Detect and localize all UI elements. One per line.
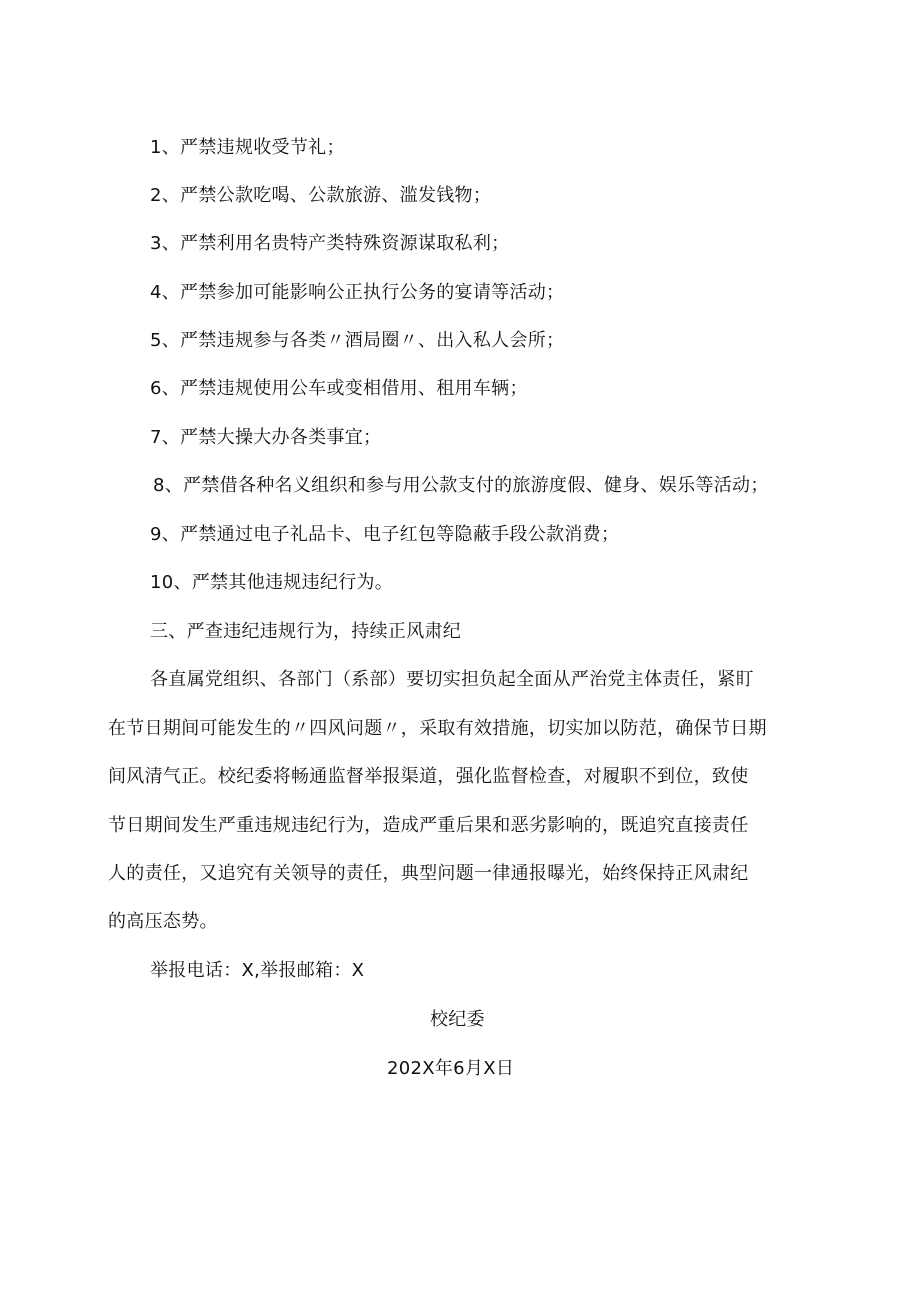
report-contact: 举报电话：X,举报邮箱：X <box>150 960 365 981</box>
body-paragraph-line: 节日期间发生严重违规违纪行为，造成严重后果和恶劣影响的，既追究直接责任 <box>108 815 749 836</box>
prohibition-item: 2、严禁公款吃喝、公款旅游、滥发钱物； <box>150 185 492 206</box>
body-paragraph-line: 各直属党组织、各部门（系部）要切实担负起全面从严治党主体责任，紧盯 <box>150 669 754 690</box>
prohibition-item: 8、严禁借各种名义组织和参与用公款支付的旅游度假、健身、娱乐等活动； <box>153 475 769 496</box>
prohibition-item: 3、严禁利用名贵特产类特殊资源谋取私利； <box>150 233 510 254</box>
prohibition-item: 10、严禁其他违规违纪行为。 <box>150 572 394 593</box>
prohibition-item: 1、严禁违规收受节礼； <box>150 137 345 158</box>
body-paragraph-line: 间风清气正。校纪委将畅通监督举报渠道，强化监督检查，对履职不到位，致使 <box>108 766 749 787</box>
body-paragraph-line: 人的责任，又追究有关领导的责任，典型问题一律通报曝光，始终保持正风肃纪 <box>108 863 749 884</box>
document-date: 202X年6月X日 <box>387 1058 515 1079</box>
prohibition-item: 6、严禁违规使用公车或变相借用、租用车辆； <box>150 378 528 399</box>
body-paragraph-line: 的高压态势。 <box>108 911 218 932</box>
prohibition-item: 9、严禁通过电子礼品卡、电子红包等隐蔽手段公款消费； <box>150 524 620 545</box>
body-paragraph-line: 在节日期间可能发生的〃四风问题〃，采取有效措施，切实加以防范，确保节日期 <box>108 718 767 739</box>
prohibition-item: 7、严禁大操大办各类事宜； <box>150 427 382 448</box>
document-signer: 校纪委 <box>430 1009 485 1030</box>
section-heading: 三、严查违纪违规行为，持续正风肃纪 <box>150 621 462 642</box>
prohibition-item: 4、严禁参加可能影响公正执行公务的宴请等活动； <box>150 282 565 303</box>
prohibition-item: 5、严禁违规参与各类〃酒局圈〃、出入私人会所； <box>150 330 565 351</box>
